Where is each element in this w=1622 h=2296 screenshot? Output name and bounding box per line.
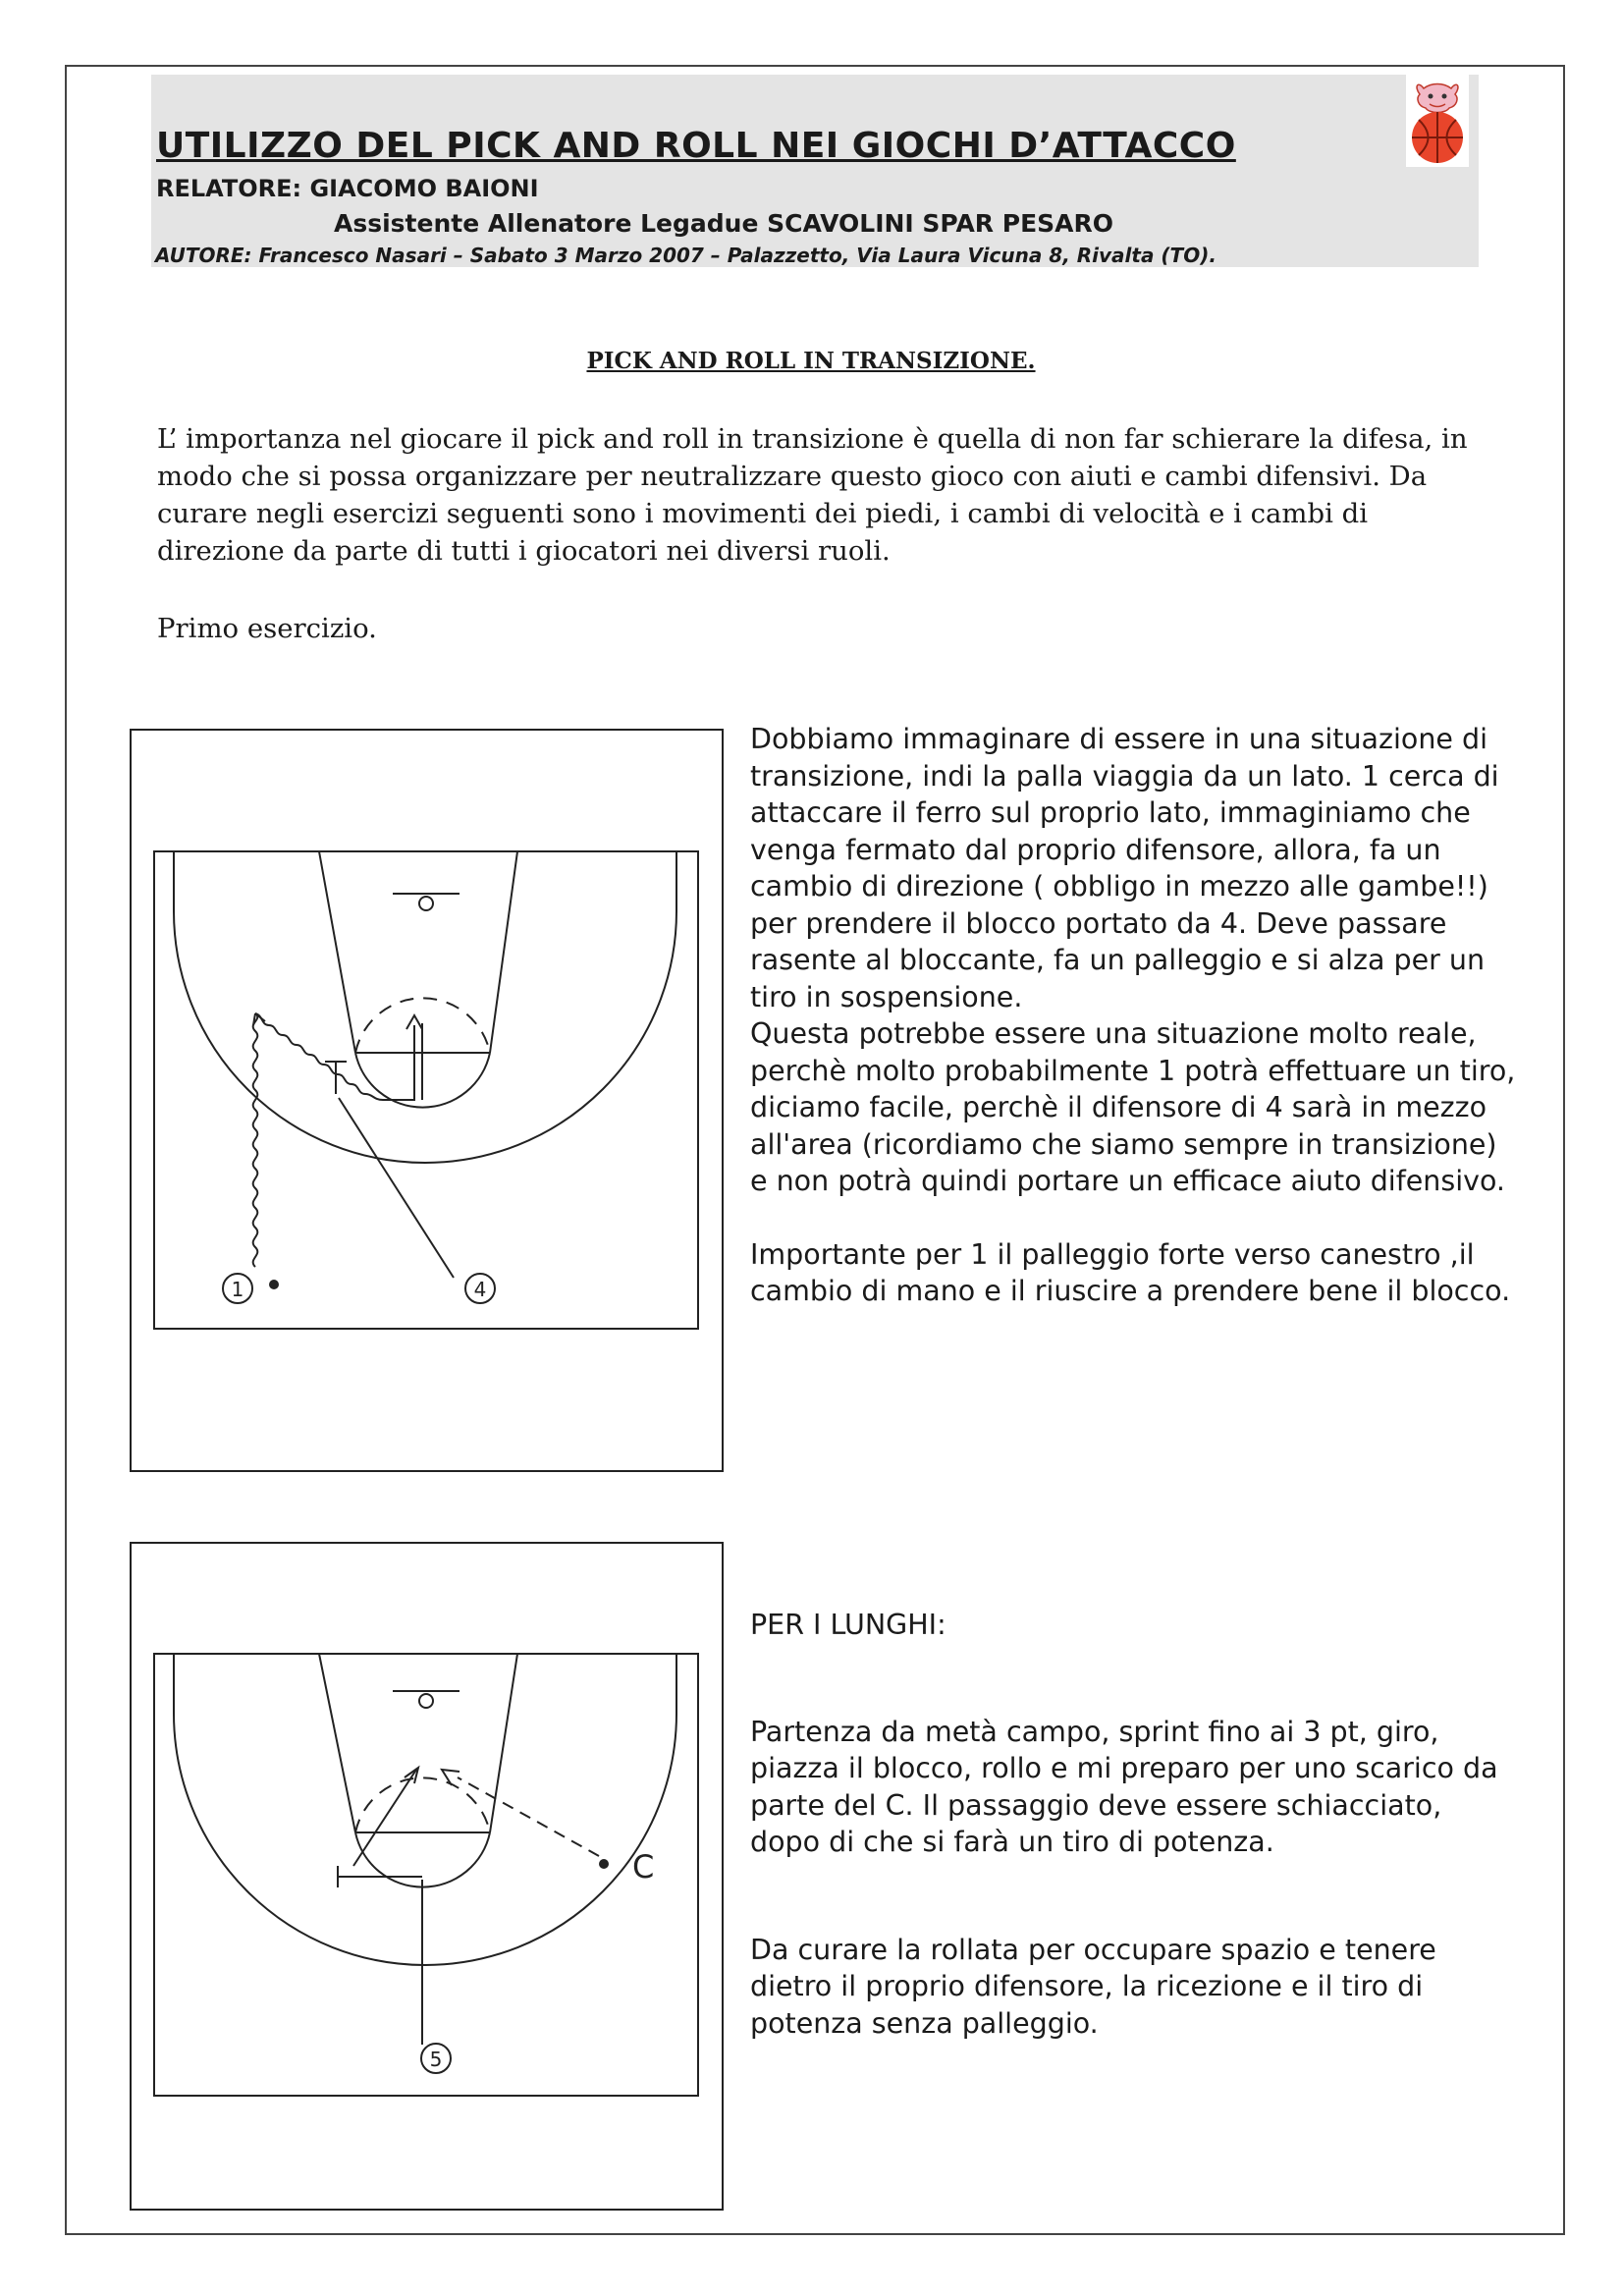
speaker-line: RELATORE: GIACOMO BAIONI — [156, 175, 539, 202]
svg-text:4: 4 — [473, 1278, 487, 1301]
section-title: PICK AND ROLL IN TRANSIZIONE. — [586, 348, 1036, 374]
description-paragraph: Importante per 1 il palleggio forte verso canestro ,il cambio di mano e il riuscire a prendere bene il blocco. — [750, 1237, 1511, 1307]
player-1 — [223, 1274, 252, 1303]
pull-up-path — [383, 1025, 414, 1100]
intro-paragraph: L’ importanza nel giocare il pick and roll in transizione è quella di non far schierare la difesa, in modo che si possa organizzare per neutralizzare questo gioco con aiuti e cambi difensivi. Da curare negli esercizi seguenti sono i movimenti dei piedi, i cambi di velocità e i cambi di direzione da parte di tutti i giocatori nei diversi ruoli. — [157, 423, 1468, 567]
diagram-2-description — [750, 1607, 1516, 2042]
lane-lines — [319, 1654, 517, 1832]
pass-arrowhead — [442, 1770, 460, 1785]
basket — [419, 1694, 433, 1708]
header-band — [151, 75, 1479, 267]
description-paragraph: Dobbiamo immaginare di essere in una situazione di transizione, indi la palla viaggia da un lato. 1 cerca di attaccare il ferro sul proprio lato, immaginiamo che venga fermato dal proprio difensore, allora, fa un cambio di direzione ( obbligo in mezzo alle gambe!!) per prendere il blocco portato da 4. Deve passare rasente al bloccante, fa un palleggio e si alza per un tiro in sospensione. — [750, 723, 1499, 1013]
player-5 — [421, 2044, 451, 2073]
diagram-1-pick-and-roll — [130, 729, 725, 1473]
free-throw-circle-bottom — [355, 1832, 490, 1887]
diagram-1-description — [750, 721, 1516, 1310]
description-paragraph: Da curare la rollata per occupare spazio e tenere dietro il proprio difensore, la ricezione e il tiro di potenza senza palleggio. — [750, 1933, 1436, 2040]
description-heading: PER I LUNGHI: — [750, 1609, 946, 1641]
diagram-2-roll-for-bigs — [130, 1542, 725, 2212]
court-outline — [154, 851, 698, 1329]
description-paragraph: Questa potrebbe essere una situazione molto reale, perchè molto probabilmente 1 potrà effettuare un tiro, diciamo facile, perchè il difensore di 4 sarà in mezzo all'area (ricordiamo che siamo sempre in transizione) e non potrà quindi portare un efficace aiuto difensivo. — [750, 1017, 1516, 1197]
dribble-path-1 — [253, 1013, 258, 1267]
speaker-role: Assistente Allenatore Legadue SCAVOLINI SPAR PESARO — [334, 209, 1114, 238]
free-throw-circle-top — [355, 1777, 490, 1832]
screen-path-4 — [339, 1098, 454, 1278]
pass-path — [458, 1777, 599, 1856]
exercise-heading: Primo esercizio. — [157, 613, 377, 644]
three-point-arc — [174, 851, 676, 1163]
coach-label: C — [632, 1848, 655, 1886]
dribble-crossover-path — [255, 1013, 383, 1100]
team-logo — [1406, 75, 1469, 167]
ball — [269, 1280, 279, 1289]
screen-marker — [338, 1866, 422, 1887]
svg-text:1: 1 — [231, 1278, 244, 1301]
court-outline — [154, 1654, 698, 2096]
basket — [419, 897, 433, 910]
description-paragraph: Partenza da metà campo, sprint fino ai 3 pt, giro, piazza il blocco, rollo e mi preparo per uno scarico da parte del C. Il passaggio deve essere schiacciato, dopo di che si farà un tiro di potenza. — [750, 1715, 1498, 1858]
document-title: UTILIZZO DEL PICK AND ROLL NEI GIOCHI D’ATTACCO — [156, 126, 1236, 166]
ball — [599, 1859, 609, 1869]
svg-text:5: 5 — [429, 2048, 443, 2071]
diagram-frame — [131, 730, 723, 1471]
author-line: AUTORE: Francesco Nasari – Sabato 3 Marzo 2007 – Palazzetto, Via Laura Vicuna 8, Rivalta (TO). — [155, 244, 1216, 267]
roll-path — [353, 1770, 416, 1866]
player-4 — [465, 1274, 495, 1303]
three-point-arc — [174, 1654, 676, 1965]
